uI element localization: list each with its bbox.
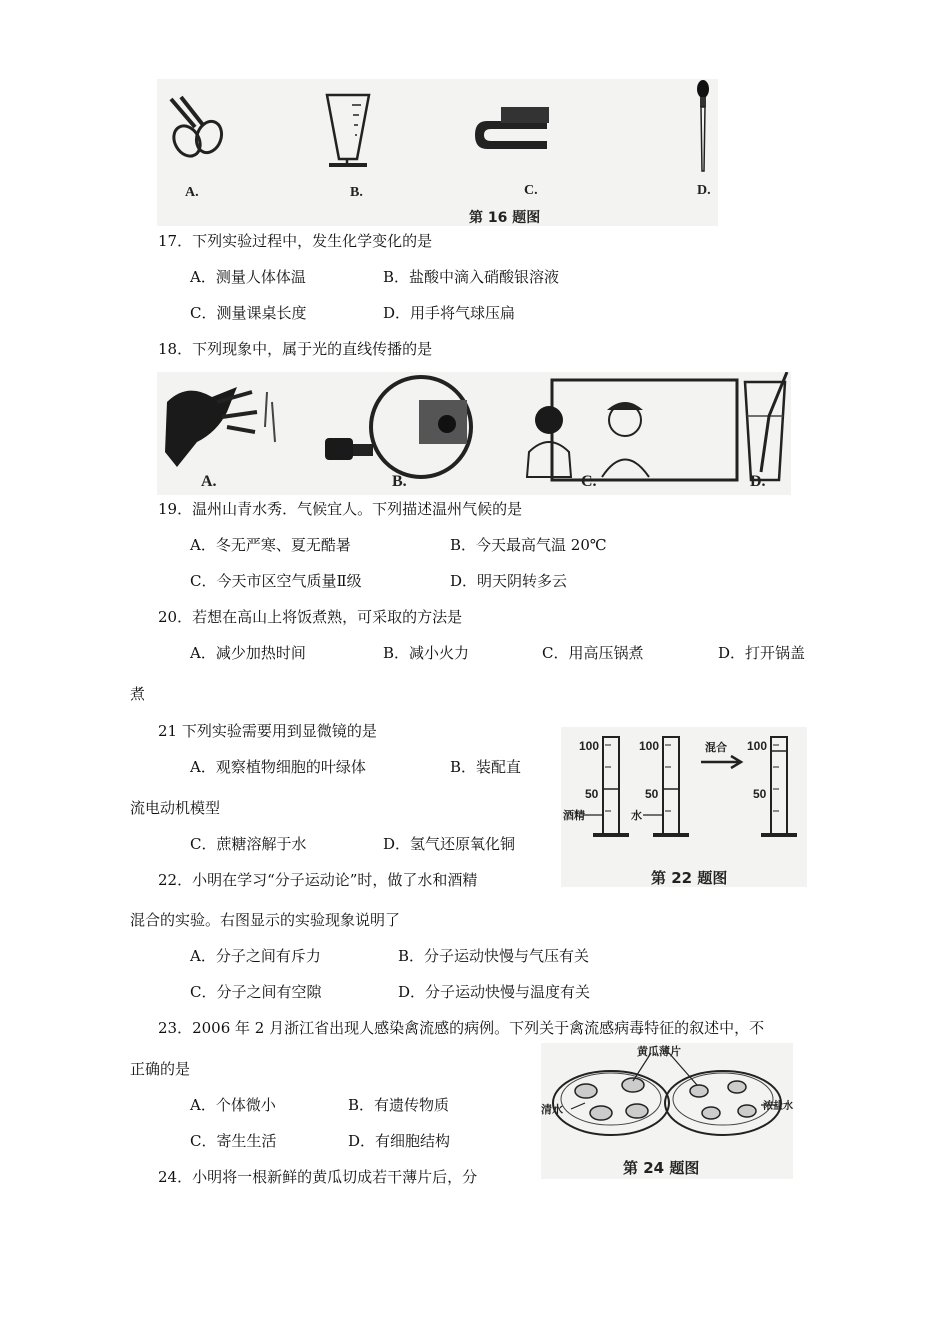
q17-option-d: D．用手将气球压扁: [383, 304, 516, 322]
figure-24: [541, 1043, 793, 1179]
fig22-tick-100-a: 100: [579, 739, 600, 753]
q24-stem: 24．小明将一根新鲜的黄瓜切成若干薄片后，分: [158, 1168, 478, 1186]
figure-16-drawing: [157, 79, 718, 226]
hand-shadow-icon: [165, 387, 275, 467]
q22-stem-wrap: 混合的实验。右图显示的实验现象说明了: [130, 911, 401, 929]
q19-option-c: C．今天市区空气质量Ⅱ级: [190, 572, 362, 590]
figure-18-drawing: [157, 372, 791, 495]
q17-option-c: C．测量课桌长度: [190, 304, 307, 322]
q23-option-c: C．寄生生活: [190, 1132, 277, 1150]
fig18-label-a: A.: [201, 473, 217, 490]
fig18-label-b: B.: [392, 473, 407, 490]
fig24-label-salt-water: 浓盐水: [763, 1101, 793, 1112]
q23-stem: 23．2006 年 2 月浙江省出现人感染禽流感的病例。下列关于禽流感病毒特征的叙述中，不: [158, 1019, 765, 1037]
q21-option-b-start: B．装配直: [450, 758, 522, 776]
fig18-label-c: C.: [581, 473, 597, 490]
dish-clear-water-icon: [553, 1071, 669, 1135]
magnifier-icon: [325, 377, 471, 477]
dropper-icon: [697, 80, 709, 171]
q20-option-a: A．减少加热时间: [190, 644, 306, 662]
q17-option-a: A．测量人体体温: [190, 268, 306, 286]
scissors-icon: [169, 97, 226, 161]
fig22-tick-100-b: 100: [639, 739, 660, 753]
q23-option-b: B．有遗传物质: [348, 1096, 450, 1114]
q17-stem: 17．下列实验过程中，发生化学变化的是: [158, 232, 433, 250]
fig16-label-a: A.: [185, 185, 199, 200]
q23-option-a: A．个体微小: [190, 1096, 276, 1114]
fig24-caption: 第 24 题图: [623, 1159, 700, 1177]
q20-option-c: C．用高压锅煮: [542, 644, 644, 662]
q19-option-b: B．今天最高气温 20℃: [450, 536, 607, 554]
beaker-icon: [327, 95, 369, 165]
fig22-label-alcohol: 酒精: [563, 809, 585, 822]
q22-option-b: B．分子运动快慢与气压有关: [398, 947, 590, 965]
q17-option-b: B．盐酸中滴入硝酸银溶液: [383, 268, 560, 286]
fig22-tick-50-a: 50: [585, 787, 599, 801]
q19-option-d: D．明天阴转多云: [450, 572, 568, 590]
fig16-label-c: C.: [524, 183, 538, 198]
q20-option-d: D．打开锅盖: [718, 644, 806, 662]
q20-stem: 20．若想在高山上将饭煮熟，可采取的方法是: [158, 608, 463, 626]
fig22-tick-50-c: 50: [753, 787, 767, 801]
fig24-label-cucumber: 黄瓜薄片: [637, 1045, 681, 1058]
fig22-tick-50-b: 50: [645, 787, 659, 801]
fig16-label-d: D.: [697, 183, 711, 198]
fig18-label-d: D.: [750, 473, 766, 490]
q19-option-a: A．冬无严寒、夏无酷暑: [190, 536, 351, 554]
figure-22: [561, 727, 807, 887]
mirror-icon: [527, 380, 737, 480]
fig22-caption: 第 22 题图: [651, 869, 728, 887]
fig16-caption: 第 16 题图: [469, 210, 541, 226]
q21-option-a: A．观察植物细胞的叶绿体: [190, 758, 366, 776]
figure-16: [157, 79, 718, 226]
q20-option-b: B．减小火力: [383, 644, 470, 662]
q20-option-d-wrap: 煮: [130, 685, 146, 703]
q19-stem: 19．温州山青水秀．气候宜人。下列描述温州气候的是: [158, 500, 523, 518]
q22-stem: 22．小明在学习“分子运动论”时，做了水和酒精: [158, 871, 478, 889]
fig22-tick-100-c: 100: [747, 739, 768, 753]
fig24-label-clear-water: 清水: [541, 1103, 563, 1116]
q18-stem: 18．下列现象中，属于光的直线传播的是: [158, 340, 433, 358]
q23-stem-wrap: 正确的是: [130, 1060, 191, 1078]
q22-option-a: A．分子之间有斥力: [190, 947, 321, 965]
magnet-icon: [475, 107, 549, 149]
q21-stem: 21 下列实验需要用到显微镜的是: [158, 722, 377, 740]
figure-18: [157, 372, 791, 495]
q21-option-c: C．蔗糖溶解于水: [190, 835, 307, 853]
q21-option-b-wrap: 流电动机模型: [130, 799, 221, 817]
fig22-label-mix: 混合: [705, 741, 727, 754]
fig22-label-water: 水: [631, 809, 642, 822]
q23-option-d: D．有细胞结构: [348, 1132, 451, 1150]
q22-option-c: C．分子之间有空隙: [190, 983, 322, 1001]
q21-option-d: D．氢气还原氧化铜: [383, 835, 516, 853]
mix-arrow-icon: [701, 756, 741, 768]
glass-straw-icon: [745, 372, 787, 480]
q22-option-d: D．分子运动快慢与温度有关: [398, 983, 591, 1001]
fig16-label-b: B.: [350, 185, 363, 200]
